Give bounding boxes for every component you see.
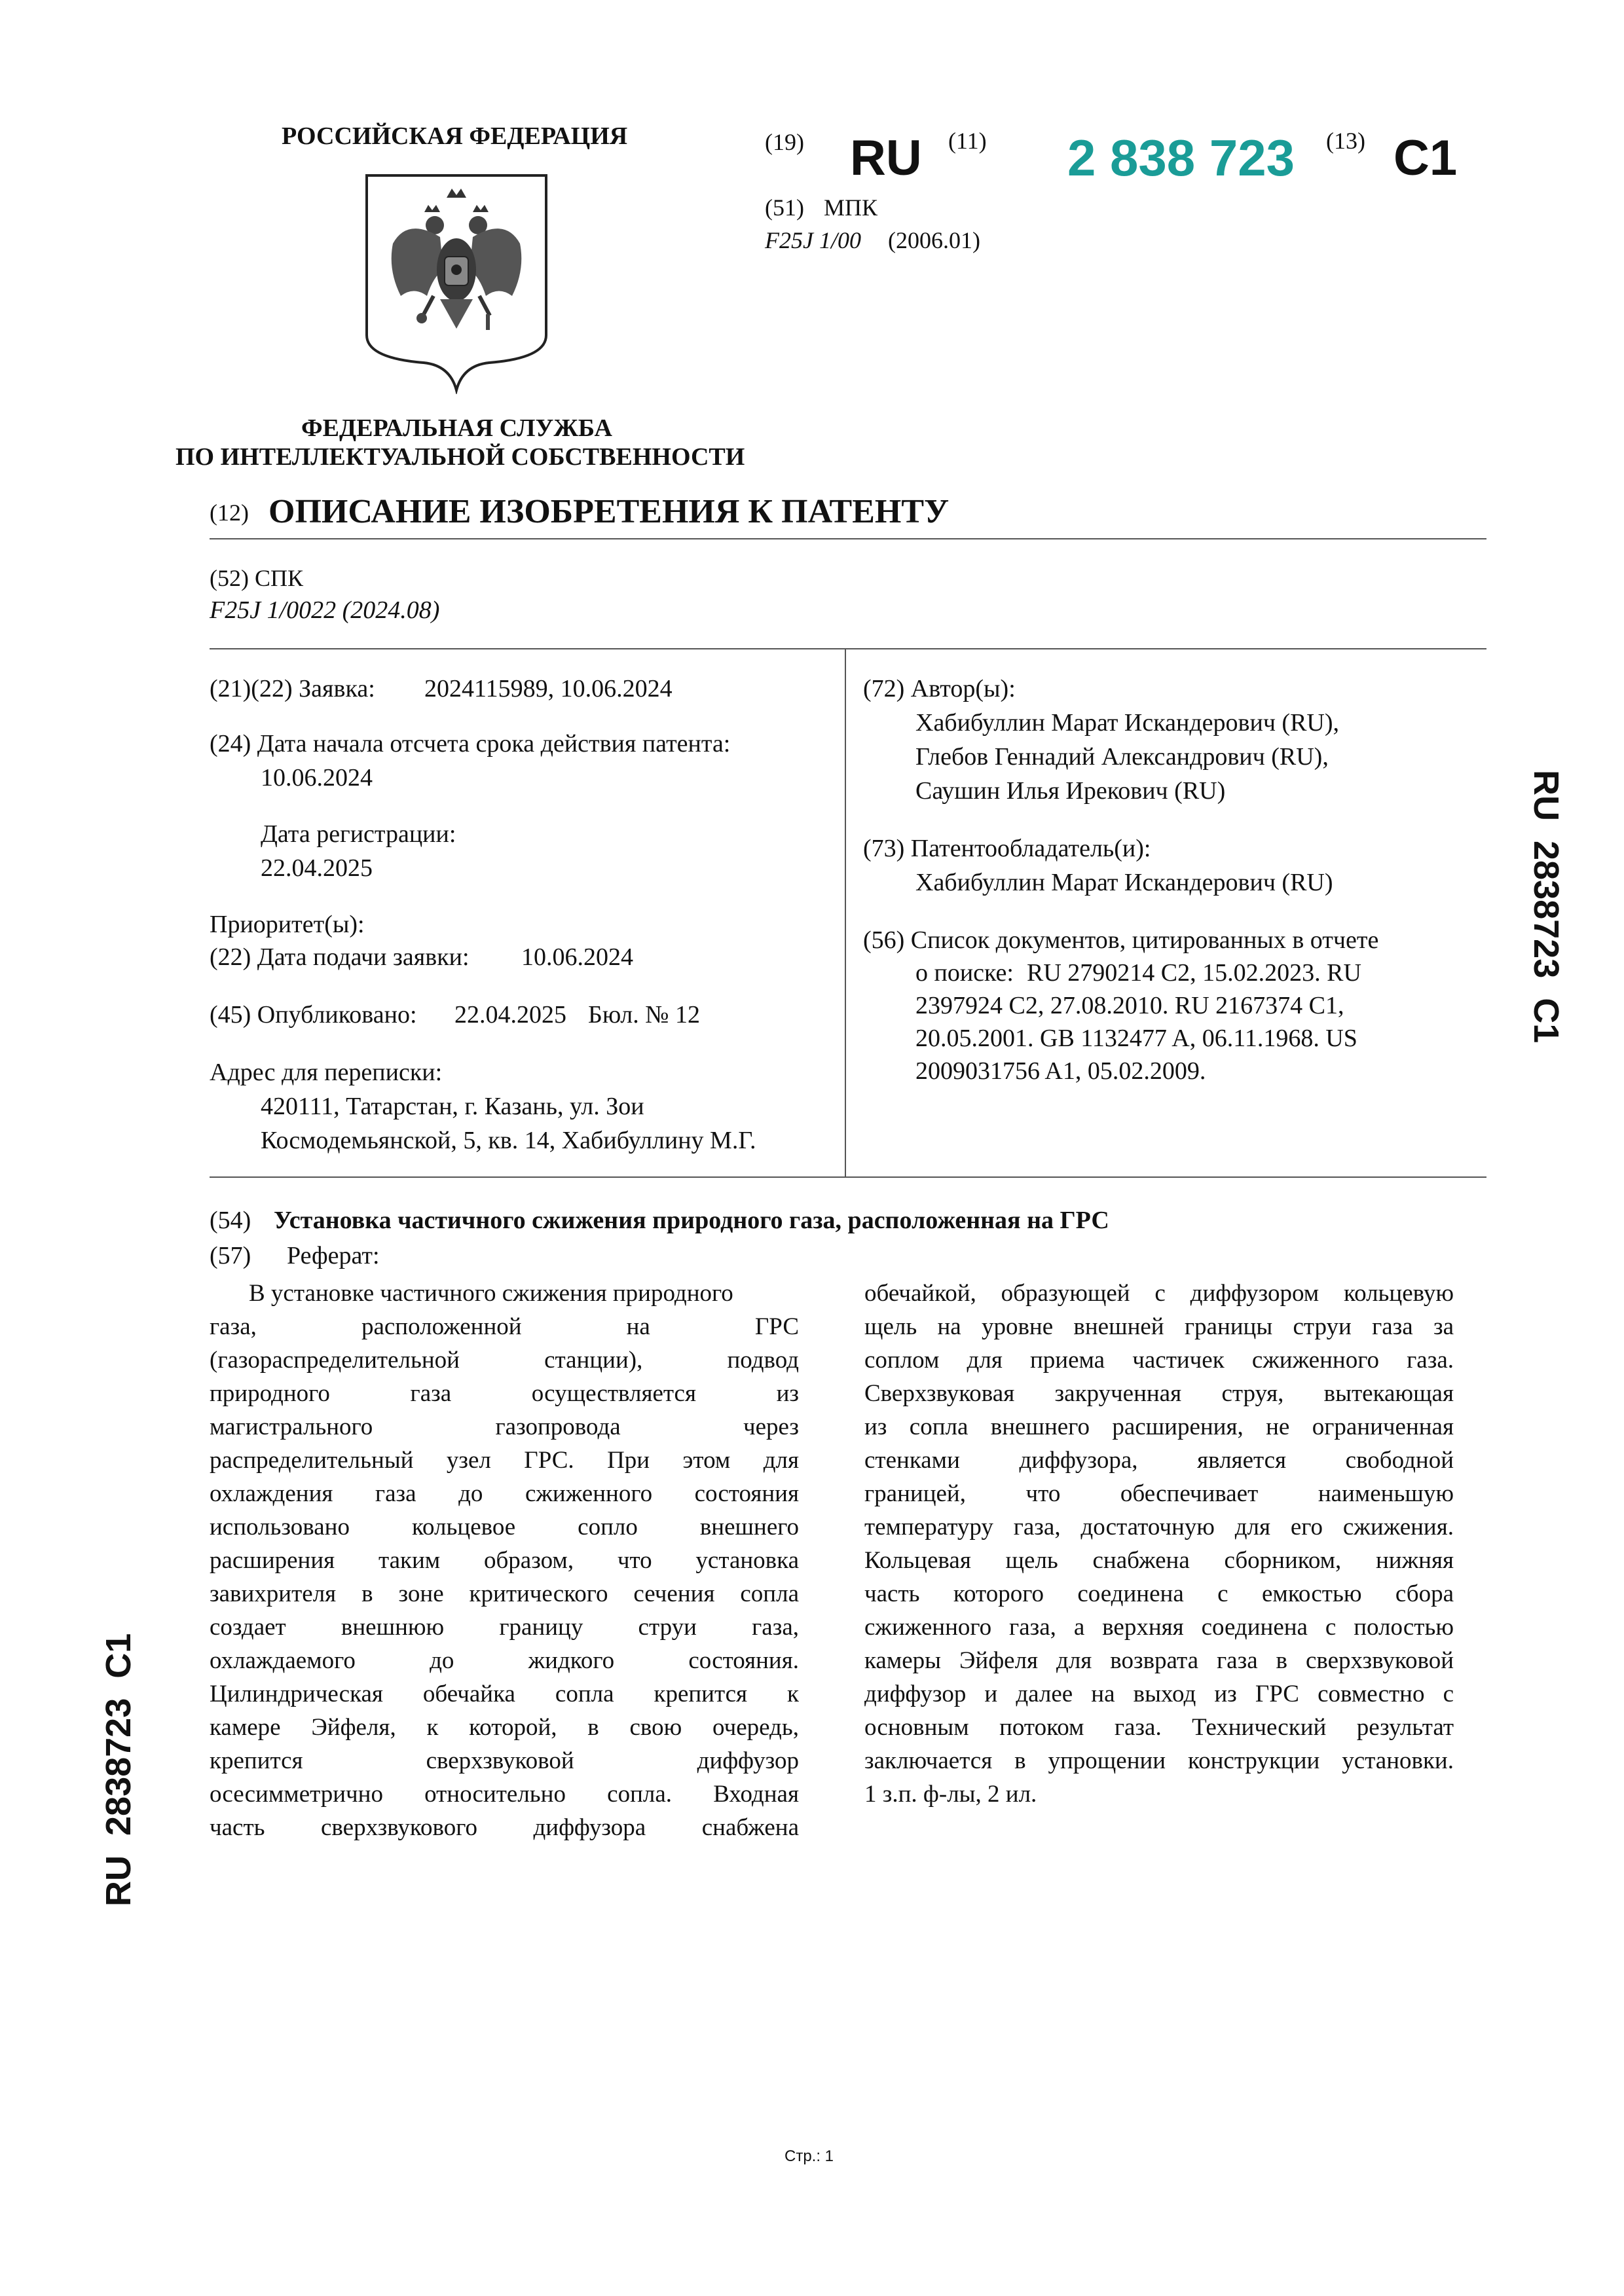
abstract-right-column <box>864 1277 1454 1811</box>
abstract-line: распределительный узел ГРС. При этом для <box>210 1447 799 1474</box>
abstract-line: В установке частичного сжижения природного <box>249 1280 733 1307</box>
term-start-label: (24) Дата начала отсчета срока действия патента: <box>210 730 731 757</box>
author-1: Хабибуллин Марат Искандерович (RU), <box>915 709 1340 737</box>
abstract-line: Кольцевая щель снабжена сборником, нижняя <box>864 1547 1454 1574</box>
code-12: (12) <box>210 500 249 526</box>
cpc-value: F25J 1/0022 (2024.08) <box>210 596 440 624</box>
abstract-line: обечайкой, образующей с диффузором кольцевую <box>864 1280 1454 1307</box>
holders-label: (73) Патентообладатель(и): <box>863 835 1151 862</box>
abstract-line: расширения таким образом, что установка <box>210 1547 799 1574</box>
left-vertical-label: RU 2838723 C1 <box>99 1633 138 1906</box>
abstract-line: (газораспределительной станции), подвод <box>210 1347 799 1374</box>
abstract-line: охлаждения газа до сжиженного состояния <box>210 1480 799 1507</box>
column-divider <box>845 648 846 1177</box>
abstract-line: диффузор и далее на выход из ГРС совместно с <box>864 1681 1454 1707</box>
bulletin-number: Бюл. № 12 <box>588 1001 700 1029</box>
abstract-line: газа, расположенной на ГРС <box>210 1313 799 1340</box>
citations-line1: RU 2790214 C2, 15.02.2023. RU <box>1027 959 1361 987</box>
right-vertical-label: RU 2838723 C1 <box>1526 770 1566 1044</box>
code-13: (13) <box>1326 128 1365 154</box>
holder: Хабибуллин Марат Искандерович (RU) <box>915 869 1333 896</box>
ipc-label: МПК <box>824 194 878 221</box>
abstract-line: часть сверхзвукового диффузора снабжена <box>210 1814 799 1841</box>
abstract-line: границей, что обеспечивает наименьшую <box>864 1480 1454 1507</box>
abstract-line: Цилиндрическая обечайка сопла крепится к <box>210 1681 799 1707</box>
citations-line3: 20.05.2001. GB 1132477 A, 06.11.1968. US <box>915 1025 1357 1052</box>
abstract-line: заключается в упрощении конструкции установки. <box>864 1747 1454 1774</box>
country-name: РОССИЙСКАЯ ФЕДЕРАЦИЯ <box>282 122 628 150</box>
address-line2: Космодемьянской, 5, кв. 14, Хабибуллину М.Г. <box>261 1127 756 1154</box>
abstract-line: охлаждаемого до жидкого состояния. <box>210 1647 799 1674</box>
published-label: (45) Опубликовано: <box>210 1001 417 1029</box>
abstract-line: осесимметрично относительно сопла. Входная <box>210 1781 799 1808</box>
document-title: ОПИСАНИЕ ИЗОБРЕТЕНИЯ К ПАТЕНТУ <box>268 493 950 530</box>
abstract-line: из сопла внешнего расширения, не ограниченная <box>864 1413 1454 1440</box>
divider-cpc <box>210 648 1486 649</box>
abstract-line: часть которого соединена с емкостью сбора <box>864 1580 1454 1607</box>
abstract-line: сжиженного газа, а верхняя соединена с полостью <box>864 1614 1454 1641</box>
invention-name: Установка частичного сжижения природного газа, расположенная на ГРС <box>274 1207 1109 1234</box>
code-11: (11) <box>948 128 987 154</box>
abstract-line: основным потоком газа. Технический результат <box>864 1714 1454 1741</box>
abstract-line: соплом для приема частичек сжиженного газа. <box>864 1347 1454 1374</box>
page-number: Стр.: 1 <box>784 2147 834 2165</box>
term-start-value: 10.06.2024 <box>261 764 373 792</box>
ipc-version: (2006.01) <box>888 227 980 253</box>
address-label: Адрес для переписки: <box>210 1059 443 1086</box>
abstract-line: камере Эйфеля, к которой, в свою очередь, <box>210 1714 799 1741</box>
abstract-label: Реферат: <box>287 1242 380 1269</box>
application-value: 2024115989, 10.06.2024 <box>424 675 673 702</box>
patent-number: 2 838 723 <box>1067 129 1295 187</box>
code-54: (54) <box>210 1207 251 1234</box>
abstract-line: создает внешнюю границу струи газа, <box>210 1614 799 1641</box>
kind-code: C1 <box>1393 130 1458 186</box>
abstract-line: магистрального газопровода через <box>210 1413 799 1440</box>
abstract-line: стенками диффузора, является свободной <box>864 1447 1454 1474</box>
abstract-line: крепится сверхзвуковой диффузор <box>210 1747 799 1774</box>
code-19: (19) <box>765 129 804 155</box>
priority-label: Приоритет(ы): <box>210 911 365 938</box>
agency-name-line2: ПО ИНТЕЛЛЕКТУАЛЬНОЙ СОБСТВЕННОСТИ <box>175 443 745 471</box>
abstract-line: 1 з.п. ф-лы, 2 ил. <box>864 1781 1037 1808</box>
divider-biblio <box>210 1176 1486 1178</box>
abstract-line: температуру газа, достаточную для его сжижения. <box>864 1514 1454 1540</box>
code-57: (57) <box>210 1242 251 1269</box>
address-line1: 420111, Татарстан, г. Казань, ул. Зои <box>261 1093 644 1120</box>
abstract-line: завихрителя в зоне критического сечения сопла <box>210 1580 799 1607</box>
author-3: Саушин Илья Ирекович (RU) <box>915 777 1226 805</box>
coat-of-arms-emblem <box>361 172 551 394</box>
application-label: (21)(22) Заявка: <box>210 675 375 702</box>
abstract-left-column <box>210 1277 799 1844</box>
abstract-line: использовано кольцевое сопло внешнего <box>210 1514 799 1540</box>
citations-line2: 2397924 C2, 27.08.2010. RU 2167374 C1, <box>915 992 1344 1019</box>
filing-date-value: 10.06.2024 <box>521 943 633 971</box>
eagle-icon <box>361 172 551 394</box>
country-code: RU <box>850 130 922 186</box>
citations-label: (56) Список документов, цитированных в отчете <box>863 926 1379 954</box>
author-2: Глебов Геннадий Александрович (RU), <box>915 743 1329 771</box>
ipc-class: F25J 1/00 <box>765 227 861 253</box>
agency-name-line1: ФЕДЕРАЛЬНАЯ СЛУЖБА <box>301 414 612 442</box>
filing-date-label: (22) Дата подачи заявки: <box>210 943 470 971</box>
citations-line4: 2009031756 A1, 05.02.2009. <box>915 1057 1206 1085</box>
code-51: (51) <box>765 194 804 221</box>
abstract-line: природного газа осуществляется из <box>210 1380 799 1407</box>
cpc-label: (52) СПК <box>210 565 303 591</box>
published-value: 22.04.2025 <box>454 1001 566 1029</box>
citations-prefix: о поиске: <box>915 959 1014 987</box>
registration-value: 22.04.2025 <box>261 854 373 882</box>
abstract-line: щель на уровне внешней границы струи газа за <box>864 1313 1454 1340</box>
divider-title <box>210 538 1486 539</box>
authors-label: (72) Автор(ы): <box>863 675 1016 702</box>
abstract-line: Сверхзвуковая закрученная струя, вытекающая <box>864 1380 1454 1407</box>
registration-label: Дата регистрации: <box>261 820 456 848</box>
abstract-line: камеры Эйфеля для возврата газа в сверхзвуковой <box>864 1647 1454 1674</box>
